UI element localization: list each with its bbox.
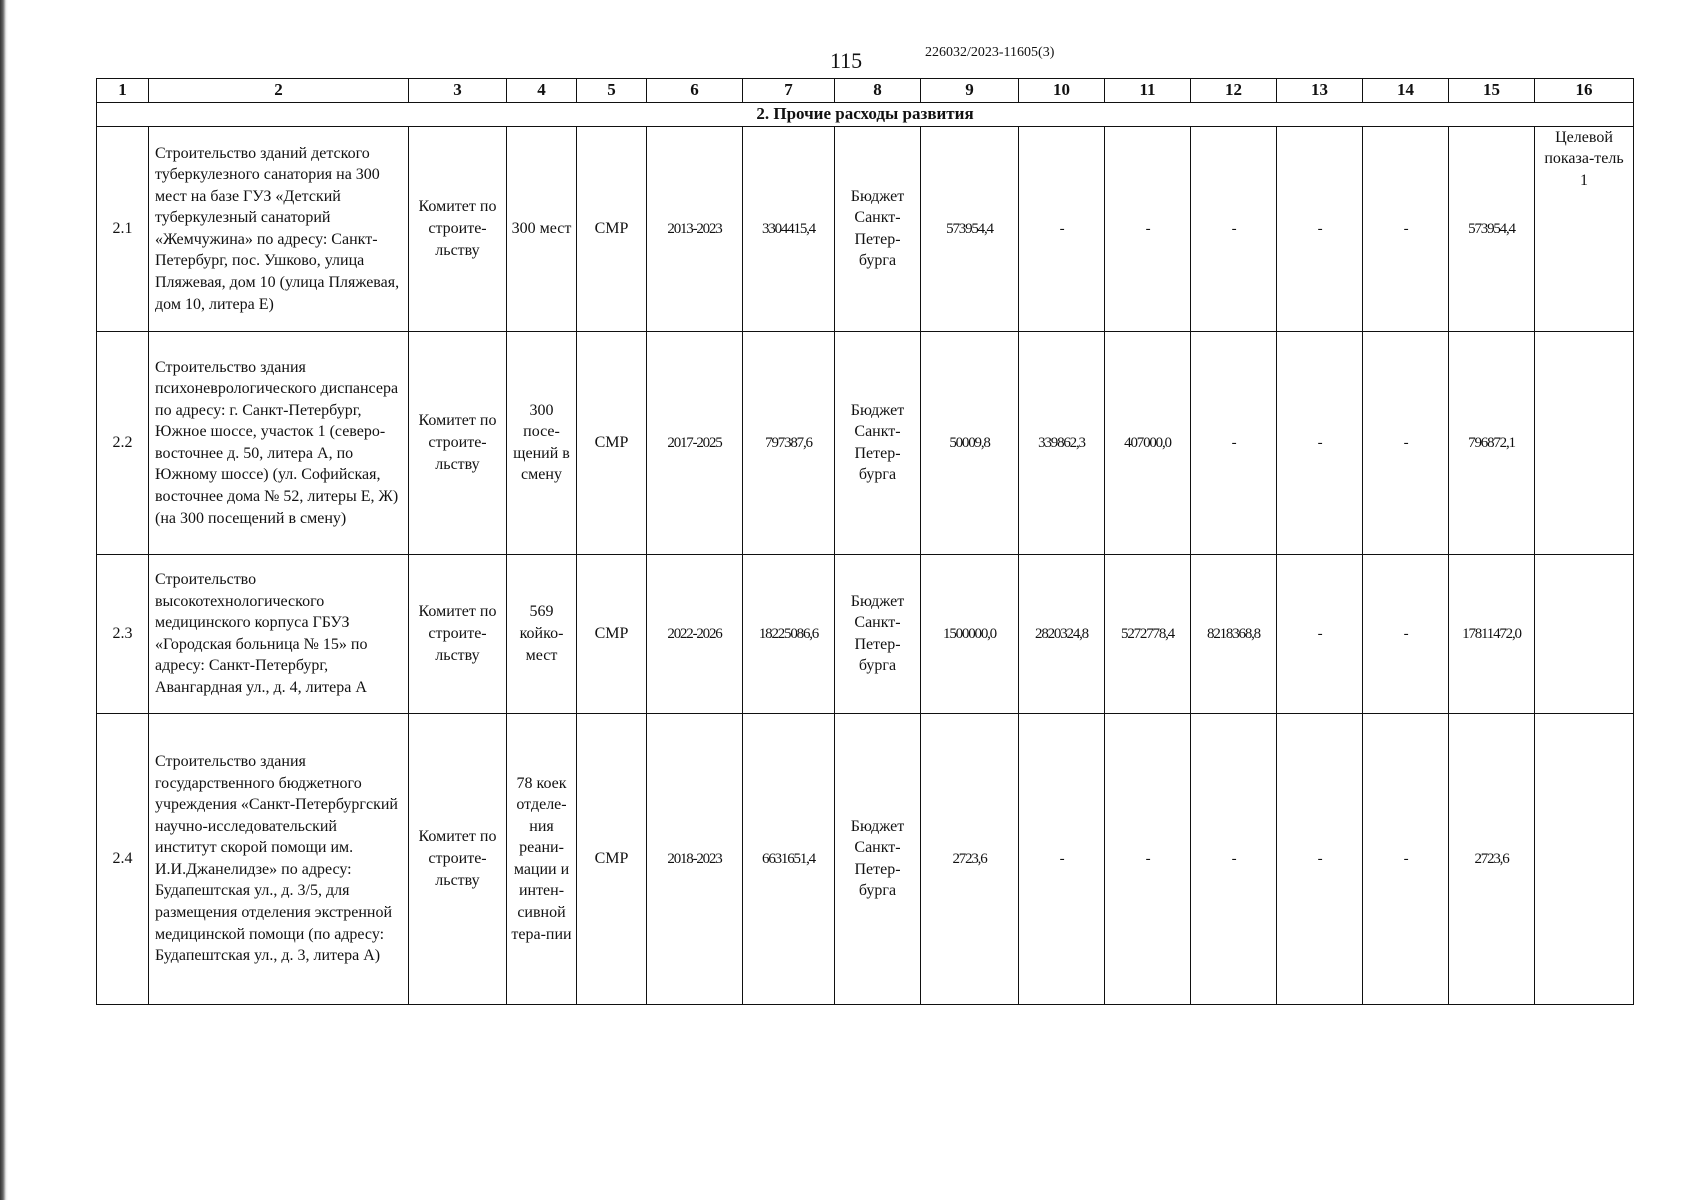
col-num-2: 2 <box>149 79 409 103</box>
estimated-cost: 6631651,4 <box>743 713 835 1004</box>
col-num-12: 12 <box>1191 79 1277 103</box>
target-indicator <box>1535 554 1634 713</box>
value-col-9: 1500000,0 <box>921 554 1019 713</box>
value-col-13: - <box>1277 713 1363 1004</box>
period: 2013-2023 <box>647 126 743 331</box>
estimated-cost: 797387,6 <box>743 331 835 554</box>
value-col-9: 573954,4 <box>921 126 1019 331</box>
object-name: Строительство здания государственного бюджетного учреждения «Санкт-Петербургский научно-исследовательский институт скорой помощи им. И.И.Джанелидзе» по адресу: Будапештская ул., д. 3/5, для размещения отделения экстренной медицинской помощи (по адресу: Будапештская ул., д. 3, литера А) <box>149 713 409 1004</box>
value-col-12: - <box>1191 126 1277 331</box>
col-num-1: 1 <box>97 79 149 103</box>
page-number: 115 <box>830 48 863 73</box>
row-number: 2.4 <box>97 713 149 1004</box>
estimated-cost: 3304415,4 <box>743 126 835 331</box>
table-row <box>97 126 1634 331</box>
row-number: 2.3 <box>97 554 149 713</box>
object-name: Строительство зданий детского туберкулезного санатория на 300 мест на базе ГУЗ «Детский туберкулезный санаторий «Жемчужина» по адресу: Санкт-Петербург, пос. Ушково, улица Пляжевая, дом 10 (улица Пляжевая, дом 10, литера Е) <box>149 126 409 331</box>
value-col-15: 796872,1 <box>1449 331 1535 554</box>
value-col-11: - <box>1105 126 1191 331</box>
col-num-8: 8 <box>835 79 921 103</box>
value-col-15: 17811472,0 <box>1449 554 1535 713</box>
period: 2017-2025 <box>647 331 743 554</box>
table-row <box>97 331 1634 554</box>
value-col-10: - <box>1019 126 1105 331</box>
value-col-13: - <box>1277 554 1363 713</box>
estimated-cost: 18225086,6 <box>743 554 835 713</box>
executor: Комитет по строите-льству <box>409 713 507 1004</box>
executor: Комитет по строите-льству <box>409 331 507 554</box>
section-header-row <box>97 102 1634 126</box>
capacity: 78 коек отделе-ния реани-мации и интен-сивной тера-пии <box>507 713 577 1004</box>
col-num-9: 9 <box>921 79 1019 103</box>
value-col-14: - <box>1363 126 1449 331</box>
table-row <box>97 554 1634 713</box>
document-code: 226032/2023-11605(3) <box>925 45 1055 60</box>
scan-edge <box>0 0 8 1200</box>
work-type: СМР <box>577 126 647 331</box>
col-num-16: 16 <box>1535 79 1634 103</box>
work-type: СМР <box>577 713 647 1004</box>
col-num-6: 6 <box>647 79 743 103</box>
funding-source: Бюджет Санкт-Петер-бурга <box>835 126 921 331</box>
capacity: 569 койко-мест <box>507 554 577 713</box>
funding-source: Бюджет Санкт-Петер-бурга <box>835 713 921 1004</box>
value-col-14: - <box>1363 554 1449 713</box>
value-col-13: - <box>1277 126 1363 331</box>
section-title: 2. Прочие расходы развития <box>97 102 1634 126</box>
col-num-11: 11 <box>1105 79 1191 103</box>
executor: Комитет по строите-льству <box>409 554 507 713</box>
value-col-11: - <box>1105 713 1191 1004</box>
col-num-5: 5 <box>577 79 647 103</box>
value-col-9: 2723,6 <box>921 713 1019 1004</box>
period: 2018-2023 <box>647 713 743 1004</box>
col-num-14: 14 <box>1363 79 1449 103</box>
value-col-15: 2723,6 <box>1449 713 1535 1004</box>
budget-table <box>96 78 1634 1005</box>
value-col-10: 339862,3 <box>1019 331 1105 554</box>
period: 2022-2026 <box>647 554 743 713</box>
col-num-7: 7 <box>743 79 835 103</box>
value-col-10: 2820324,8 <box>1019 554 1105 713</box>
value-col-13: - <box>1277 331 1363 554</box>
capacity: 300 посе-щений в смену <box>507 331 577 554</box>
col-num-15: 15 <box>1449 79 1535 103</box>
target-indicator <box>1535 331 1634 554</box>
value-col-14: - <box>1363 331 1449 554</box>
table-row <box>97 713 1634 1004</box>
value-col-12: 8218368,8 <box>1191 554 1277 713</box>
value-col-15: 573954,4 <box>1449 126 1535 331</box>
object-name: Строительство здания психоневрологического диспансера по адресу: г. Санкт-Петербург, Южное шоссе, участок 1 (северо-восточнее д. 50, литера А, по Южному шоссе) (ул. Софийская, восточнее дома № 52, литеры Е, Ж) (на 300 посещений в смену) <box>149 331 409 554</box>
column-number-row <box>97 79 1634 103</box>
work-type: СМР <box>577 331 647 554</box>
executor: Комитет по строите-льству <box>409 126 507 331</box>
target-indicator <box>1535 713 1634 1004</box>
col-num-3: 3 <box>409 79 507 103</box>
funding-source: Бюджет Санкт-Петер-бурга <box>835 331 921 554</box>
target-indicator: Целевой показа-тель 1 <box>1535 126 1634 331</box>
row-number: 2.1 <box>97 126 149 331</box>
capacity: 300 мест <box>507 126 577 331</box>
value-col-11: 407000,0 <box>1105 331 1191 554</box>
value-col-14: - <box>1363 713 1449 1004</box>
value-col-9: 50009,8 <box>921 331 1019 554</box>
value-col-12: - <box>1191 713 1277 1004</box>
value-col-12: - <box>1191 331 1277 554</box>
work-type: СМР <box>577 554 647 713</box>
value-col-11: 5272778,4 <box>1105 554 1191 713</box>
funding-source: Бюджет Санкт-Петер-бурга <box>835 554 921 713</box>
value-col-10: - <box>1019 713 1105 1004</box>
col-num-4: 4 <box>507 79 577 103</box>
object-name: Строительство высокотехнологического медицинского корпуса ГБУЗ «Городская больница № 15» по адресу: Санкт-Петербург, Авангардная ул., д. 4, литера А <box>149 554 409 713</box>
col-num-10: 10 <box>1019 79 1105 103</box>
col-num-13: 13 <box>1277 79 1363 103</box>
row-number: 2.2 <box>97 331 149 554</box>
